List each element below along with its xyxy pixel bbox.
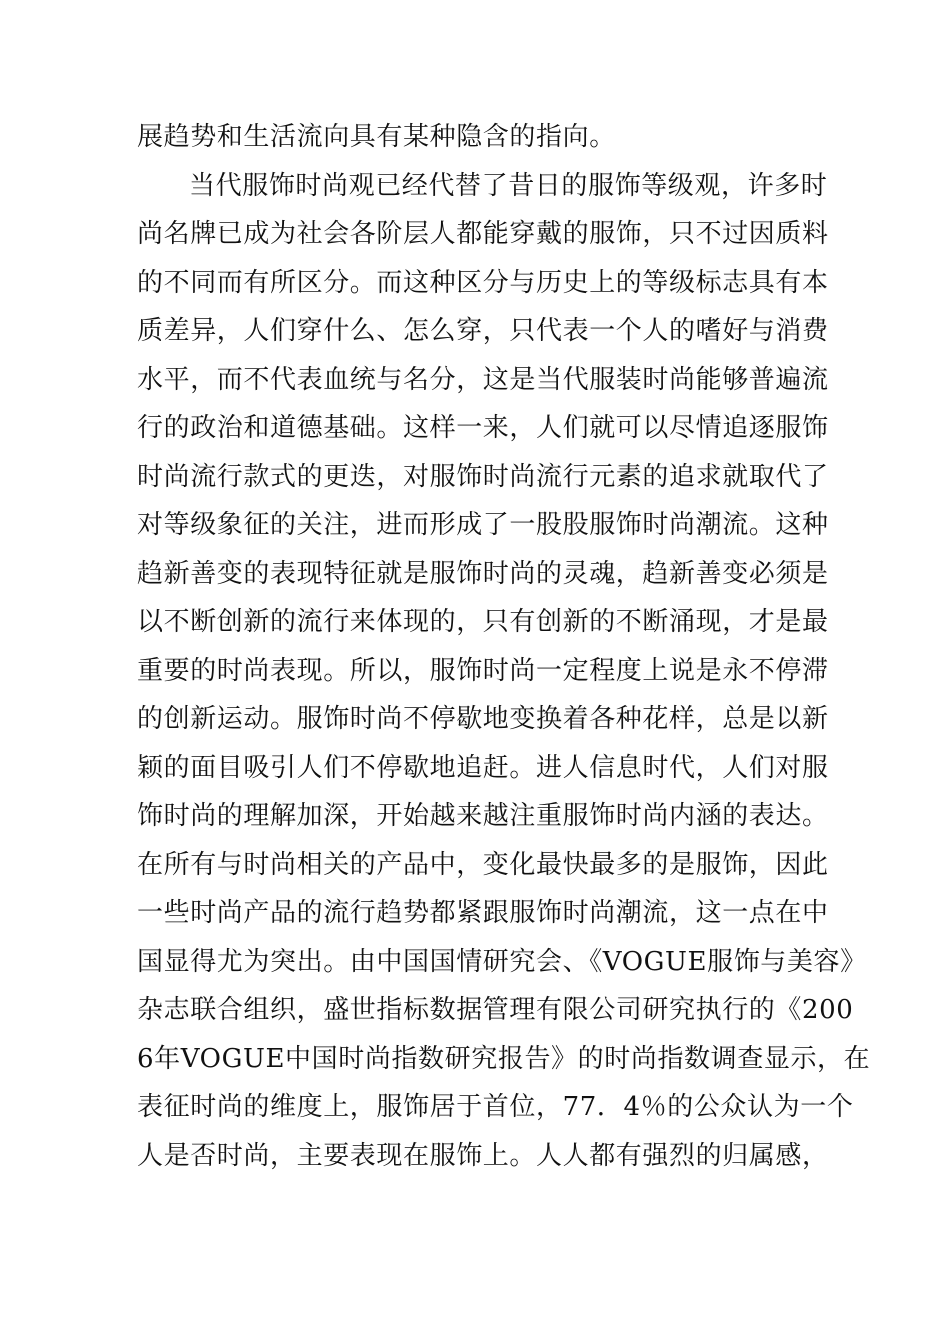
text-line: 重要的时尚表现。所以，服饰时尚一定程度上说是永不停滞 <box>137 655 829 686</box>
text-line: 国显得尤为突出。由中国国情研究会、《VOGUE服饰与美容》 <box>137 946 867 977</box>
text-line: 趋新善变的表现特征就是服饰时尚的灵魂，趋新善变必须是 <box>137 558 829 589</box>
text-line: 时尚流行款式的更迭，对服饰时尚流行元素的追求就取代了 <box>137 461 829 492</box>
text-line: 行的政治和道德基础。这样一来，人们就可以尽情追逐服饰 <box>137 413 829 443</box>
text-line: 颖的面目吸引人们不停歇地追赶。进人信息时代，人们对服 <box>137 752 829 783</box>
text-line: 人是否时尚，主要表现在服饰上。人人都有强烈的归属感， <box>137 1140 829 1171</box>
text-line: 一些时尚产品的流行趋势都紧跟服饰时尚潮流，这一点在中 <box>137 898 829 928</box>
text-line: 水平，而不代表血统与名分，这是当代服装时尚能够普遍流 <box>137 364 829 395</box>
text-line: 在所有与时尚相关的产品中，变化最快最多的是服饰，因此 <box>137 849 829 880</box>
text-line: 以不断创新的流行来体现的，只有创新的不断涌现，才是最 <box>137 607 829 637</box>
paragraph-first-line: 当代服饰时尚观已经代替了昔日的服饰等级观，许多时 <box>189 170 828 201</box>
text-line: 饰时尚的理解加深，开始越来越注重服饰时尚内涵的表达。 <box>137 801 829 831</box>
text-line: 杂志联合组织，盛世指标数据管理有限公司研究执行的《200 <box>137 995 854 1025</box>
text-line: 6年VOGUE中国时尚指数研究报告》的时尚指数调查显示，在 <box>137 1043 871 1074</box>
text-line: 表征时尚的维度上，服饰居于首位，77．4％的公众认为一个 <box>137 1092 854 1122</box>
body-text <box>137 113 871 1180</box>
text-line: 尚名牌已成为社会各阶层人都能穿戴的服饰，只不过因质料 <box>137 219 829 249</box>
text-line: 展趋势和生活流向具有某种隐含的指向。 <box>137 122 616 152</box>
text-line: 的不同而有所区分。而这种区分与历史上的等级标志具有本 <box>137 267 829 298</box>
text-line: 的创新运动。服饰时尚不停歇地变换着各种花样，总是以新 <box>137 704 829 734</box>
text-line: 质差异，人们穿什么、怎么穿，只代表一个人的嗜好与消费 <box>137 316 829 346</box>
text-line: 对等级象征的关注，进而形成了一股股服饰时尚潮流。这种 <box>137 510 829 540</box>
